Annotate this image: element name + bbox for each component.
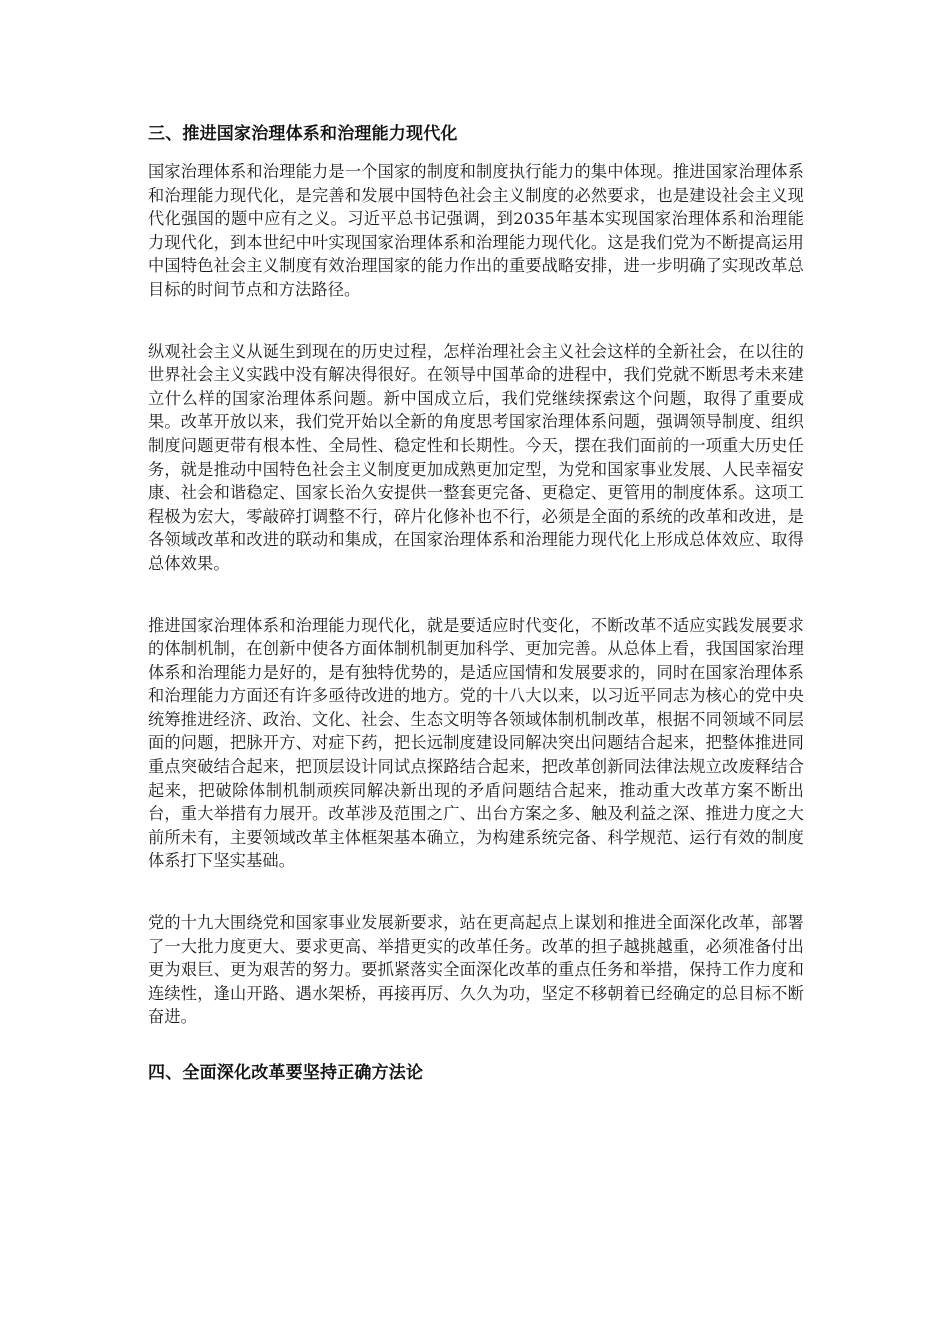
paragraph-1: 国家治理体系和治理能力是一个国家的制度和制度执行能力的集中体现。推进国家治理体系和治理能力现代化，是完善和发展中国特色社会主义制度的必然要求，也是建设社会主义现代化强国的题中应有之义。习近平总书记强调，到2035年基本实现国家治理体系和治理能力现代化，到本世纪中叶实现国家治理体系和治理能力现代化。这是我们党为不断提高运用中国特色社会主义制度有效治理国家的能力作出的重要战略安排，进一步明确了实现改革总目标的时间节点和方法路径。 (148, 162, 804, 299)
section-heading-3: 三、推进国家治理体系和治理能力现代化 (148, 124, 458, 144)
paragraph-2: 纵观社会主义从诞生到现在的历史过程，怎样治理社会主义社会这样的全新社会，在以往的世界社会主义实践中没有解决得很好。在领导中国革命的进程中，我们党就不断思考未来建立什么样的国家治理体系问题。新中国成立后，我们党继续探索这个问题，取得了重要成果。改革开放以来，我们党开始以全新的角度思考国家治理体系问题，强调领导制度、组织制度问题更带有根本性、全局性、稳定性和长期性。今天，摆在我们面前的一项重大历史任务，就是推动中国特色社会主义制度更加成熟更加定型，为党和国家事业发展、人民幸福安康、社会和谐稳定、国家长治久安提供一整套更完备、更稳定、更管用的制度体系。这项工程极为宏大，零敲碎打调整不行，碎片化修补也不行，必须是全面的系统的改革和改进，是各领域改革和改进的联动和集成，在国家治理体系和治理能力现代化上形成总体效应、取得总体效果。 (148, 341, 804, 573)
document-body (148, 122, 804, 1085)
paragraph-3: 推进国家治理体系和治理能力现代化，就是要适应时代变化，不断改革不适应实践发展要求的体制机制，在创新中使各方面体制机制更加科学、更加完善。从总体上看，我国国家治理体系和治理能力是好的，是有独特优势的，是适应国情和发展要求的，同时在国家治理体系和治理能力方面还有许多亟待改进的地方。党的十八大以来，以习近平同志为核心的党中央统筹推进经济、政治、文化、社会、生态文明等各领域体制机制改革，根据不同领域不同层面的问题，把脉开方、对症下药，把长远制度建设同解决突出问题结合起来，把整体推进同重点突破结合起来，把顶层设计同试点探路结合起来，把改革创新同法律法规立改废释结合起来，把破除体制机制顽疾同解决新出现的矛盾问题结合起来，推动重大改革方案不断出台，重大举措有力展开。改革涉及范围之广、出台方案之多、触及利益之深、推进力度之大前所未有，主要领域改革主体框架基本确立，为构建系统完备、科学规范、运行有效的制度体系打下坚实基础。 (148, 615, 804, 871)
section-heading-4: 四、全面深化改革要坚持正确方法论 (148, 1063, 424, 1083)
paragraph-4: 党的十九大围绕党和国家事业发展新要求，站在更高起点上谋划和推进全面深化改革，部署了一大批力度更大、要求更高、举措更实的改革任务。改革的担子越挑越重，必须准备付出更为艰巨、更为艰苦的努力。要抓紧落实全面深化改革的重点任务和举措，保持工作力度和连续性，逢山开路、遇水架桥，再接再厉、久久为功，坚定不移朝着已经确定的总目标不断奋进。 (148, 913, 804, 1027)
